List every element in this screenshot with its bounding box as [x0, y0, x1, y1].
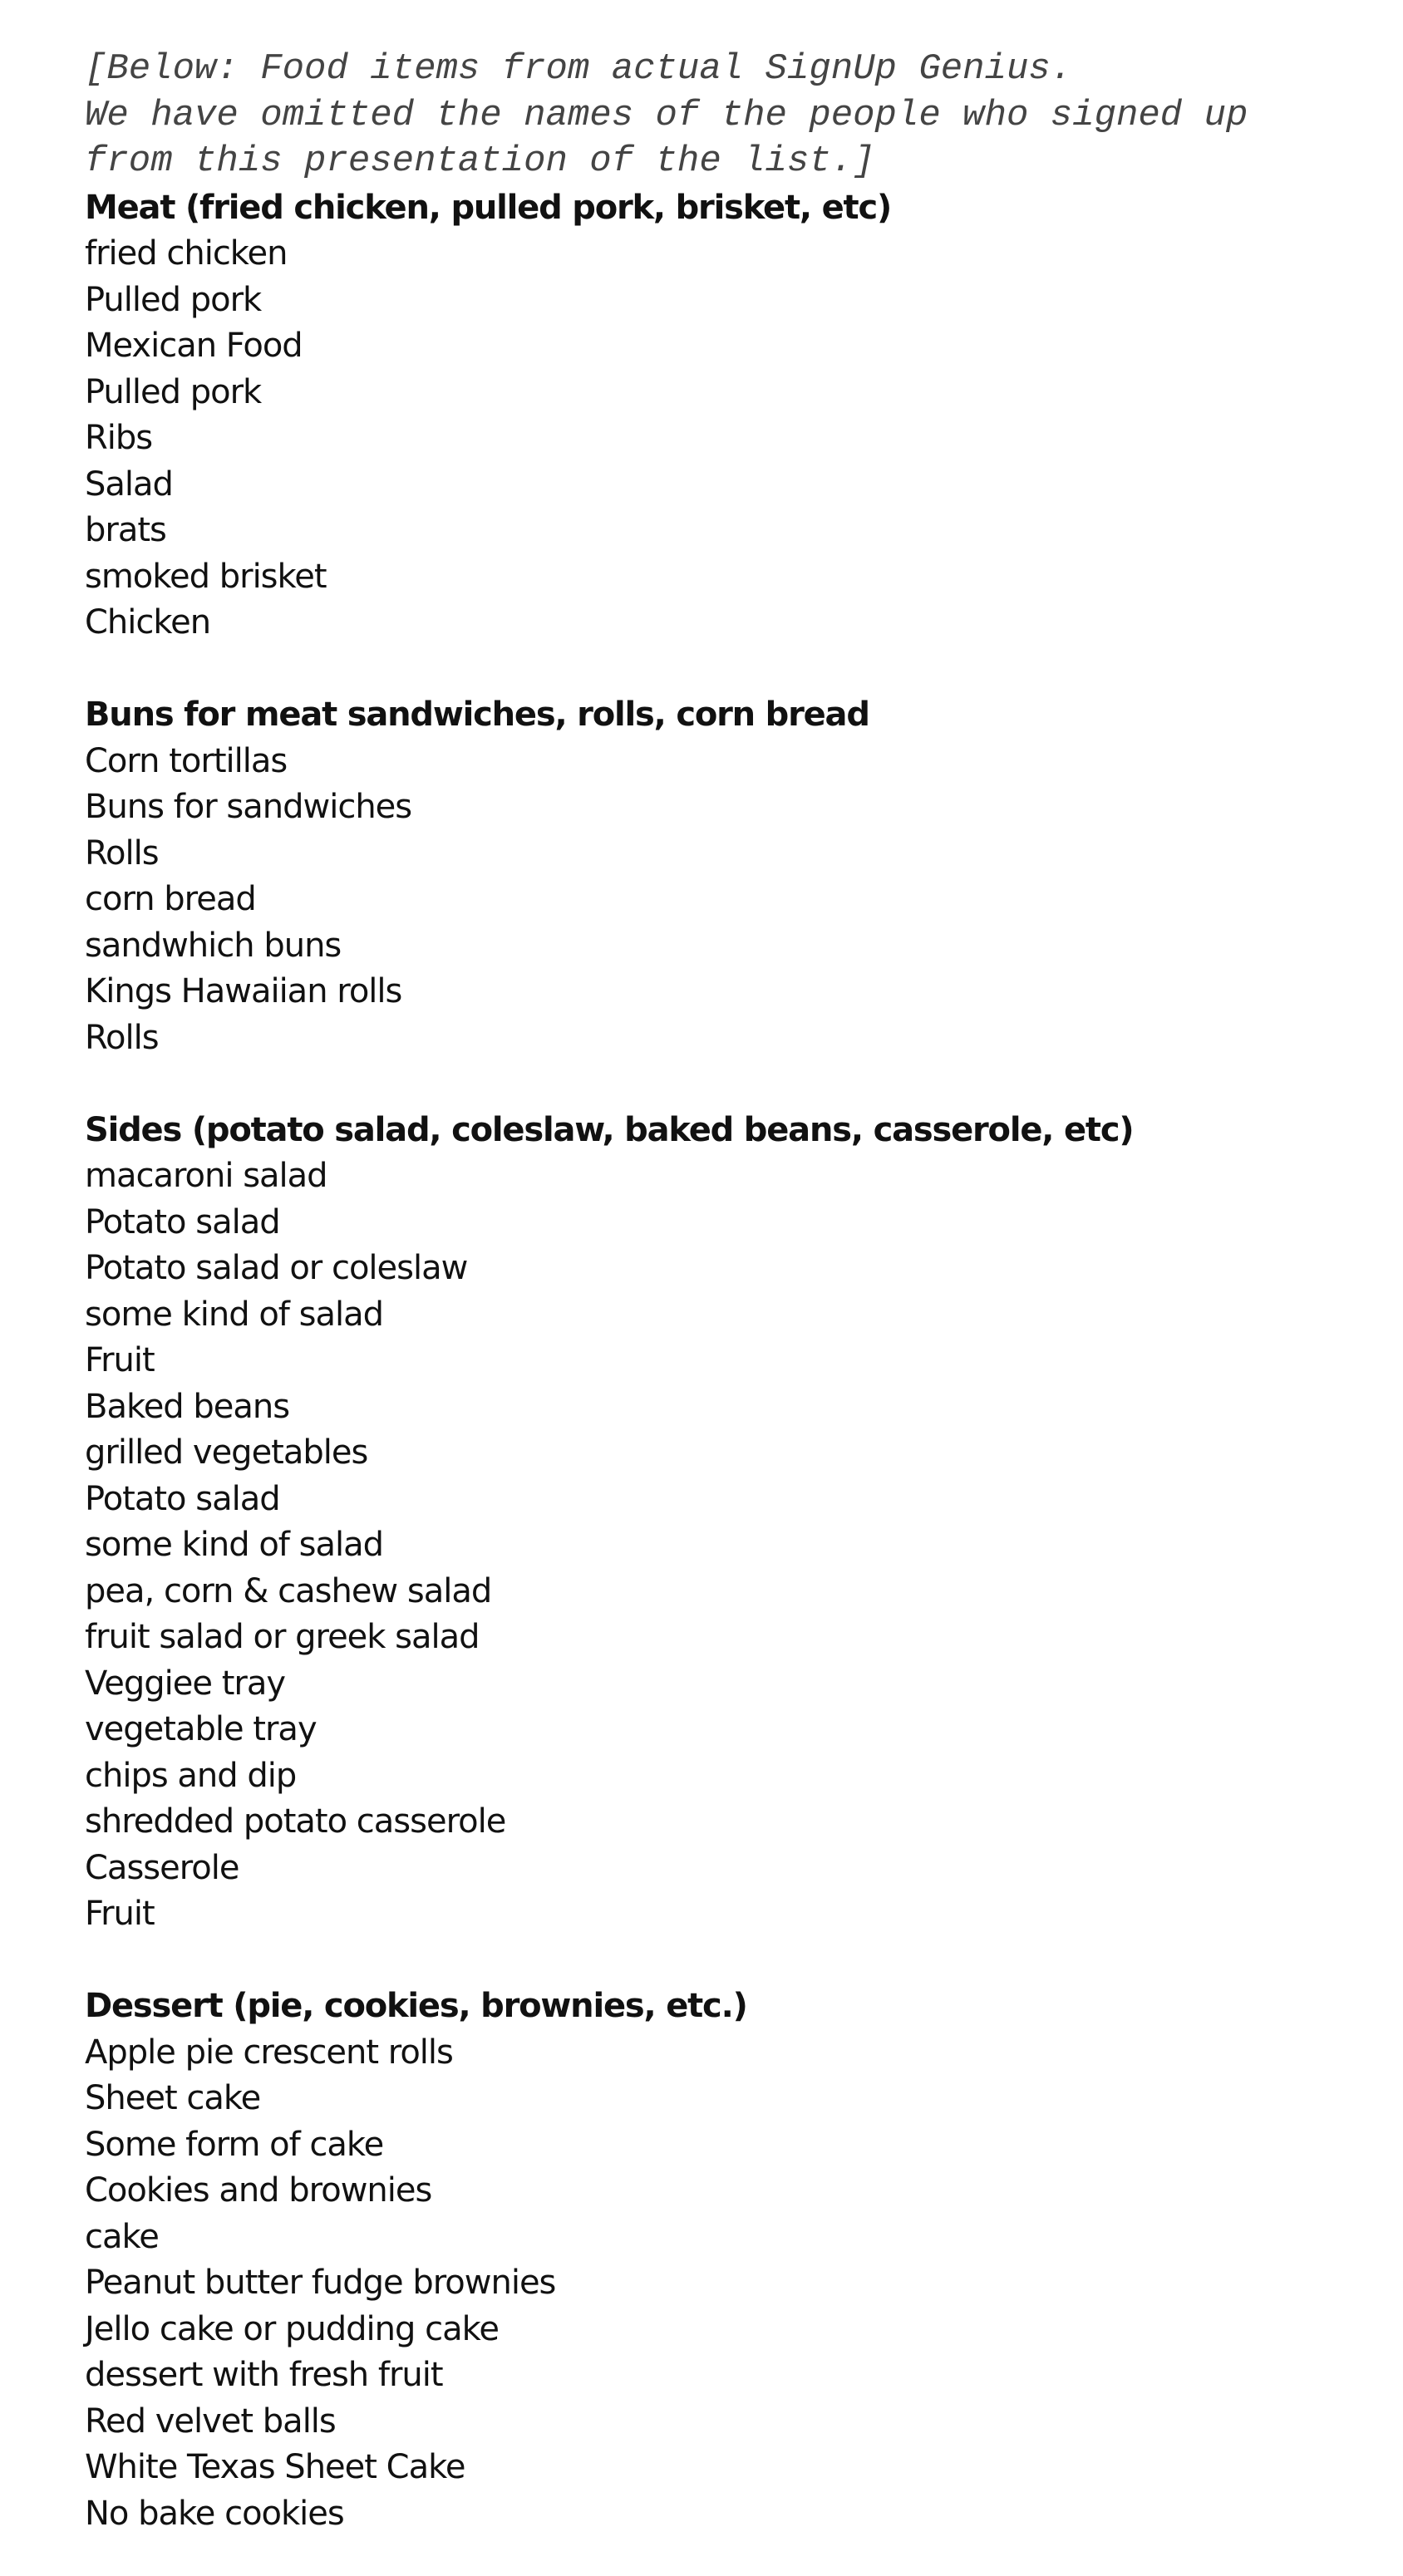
- food-item: Pulled pork: [85, 280, 262, 319]
- food-item: Mexican Food: [85, 327, 303, 365]
- food-item: Red velvet balls: [85, 2401, 336, 2441]
- food-item: pea, corn & cashew salad: [85, 1571, 492, 1610]
- food-item: dessert with fresh fruit: [85, 2356, 443, 2394]
- food-item: Salad: [85, 465, 173, 504]
- food-item: Ribs: [85, 419, 153, 457]
- food-item-list: [85, 2030, 1381, 2538]
- food-item: sandwhich buns: [85, 926, 342, 965]
- food-item: Potato salad or coleslaw: [85, 1249, 468, 1287]
- food-item: Potato salad: [85, 1479, 280, 1518]
- section-heading: Buns for meat sandwiches, rolls, corn bread: [85, 696, 869, 734]
- food-item: White Texas Sheet Cake: [85, 2448, 465, 2486]
- section-heading: Meat (fried chicken, pulled pork, brisket, etc): [85, 188, 892, 227]
- food-item: some kind of salad: [85, 1526, 383, 1564]
- food-item: Corn tortillas: [85, 741, 288, 780]
- food-section: [85, 692, 1381, 1061]
- food-sections: [85, 185, 1381, 2538]
- food-item: Cookies and brownies: [85, 2171, 432, 2210]
- food-item: macaroni salad: [85, 1157, 327, 1195]
- note-line: [Below: Food items from actual SignUp Genius.: [85, 48, 1073, 90]
- food-item: Kings Hawaiian rolls: [85, 972, 402, 1010]
- food-item: chips and dip: [85, 1756, 297, 1795]
- note-line: from this presentation of the list.]: [85, 140, 875, 182]
- food-item-list: [85, 231, 1381, 646]
- food-item: Pulled pork: [85, 372, 262, 411]
- section-heading: Dessert (pie, cookies, brownies, etc.): [85, 1987, 747, 2025]
- food-item: Chicken: [85, 603, 211, 642]
- food-item: brats: [85, 511, 166, 549]
- food-section: [85, 185, 1381, 646]
- food-item: Baked beans: [85, 1387, 290, 1426]
- food-item: fruit salad or greek salad: [85, 1618, 480, 1656]
- food-item: Casserole: [85, 1848, 239, 1887]
- food-item: Veggiee tray: [85, 1664, 286, 1703]
- food-item: Buns for sandwiches: [85, 788, 412, 826]
- food-item: vegetable tray: [85, 1710, 317, 1748]
- note-line: We have omitted the names of the people who signed up: [85, 94, 1248, 136]
- food-item: fried chicken: [85, 234, 288, 273]
- food-section: [85, 1984, 1381, 2537]
- food-item: some kind of salad: [85, 1295, 383, 1334]
- food-item: Sheet cake: [85, 2079, 261, 2117]
- section-heading: Sides (potato salad, coleslaw, baked beans, casserole, etc): [85, 1110, 1134, 1149]
- food-item: Some form of cake: [85, 2125, 384, 2164]
- food-item: Fruit: [85, 1341, 155, 1379]
- food-item: grilled vegetables: [85, 1433, 368, 1472]
- food-item: Rolls: [85, 833, 159, 873]
- food-item-list: [85, 739, 1381, 1062]
- food-item: shredded potato casserole: [85, 1802, 506, 1841]
- food-item: No bake cookies: [85, 2494, 344, 2533]
- food-section: [85, 1108, 1381, 1938]
- food-item: Rolls: [85, 1018, 159, 1057]
- food-item: Apple pie crescent rolls: [85, 2033, 453, 2072]
- food-item: Potato salad: [85, 1202, 280, 1241]
- food-item: Fruit: [85, 1895, 155, 1933]
- food-item: Jello cake or pudding cake: [85, 2309, 499, 2348]
- food-item: corn bread: [85, 880, 256, 918]
- editor-note: [85, 47, 1381, 185]
- food-item: cake: [85, 2217, 159, 2256]
- food-item-list: [85, 1153, 1381, 1938]
- food-item: Peanut butter fudge brownies: [85, 2264, 556, 2302]
- food-item: smoked brisket: [85, 557, 327, 596]
- document-page: [85, 47, 1381, 2537]
